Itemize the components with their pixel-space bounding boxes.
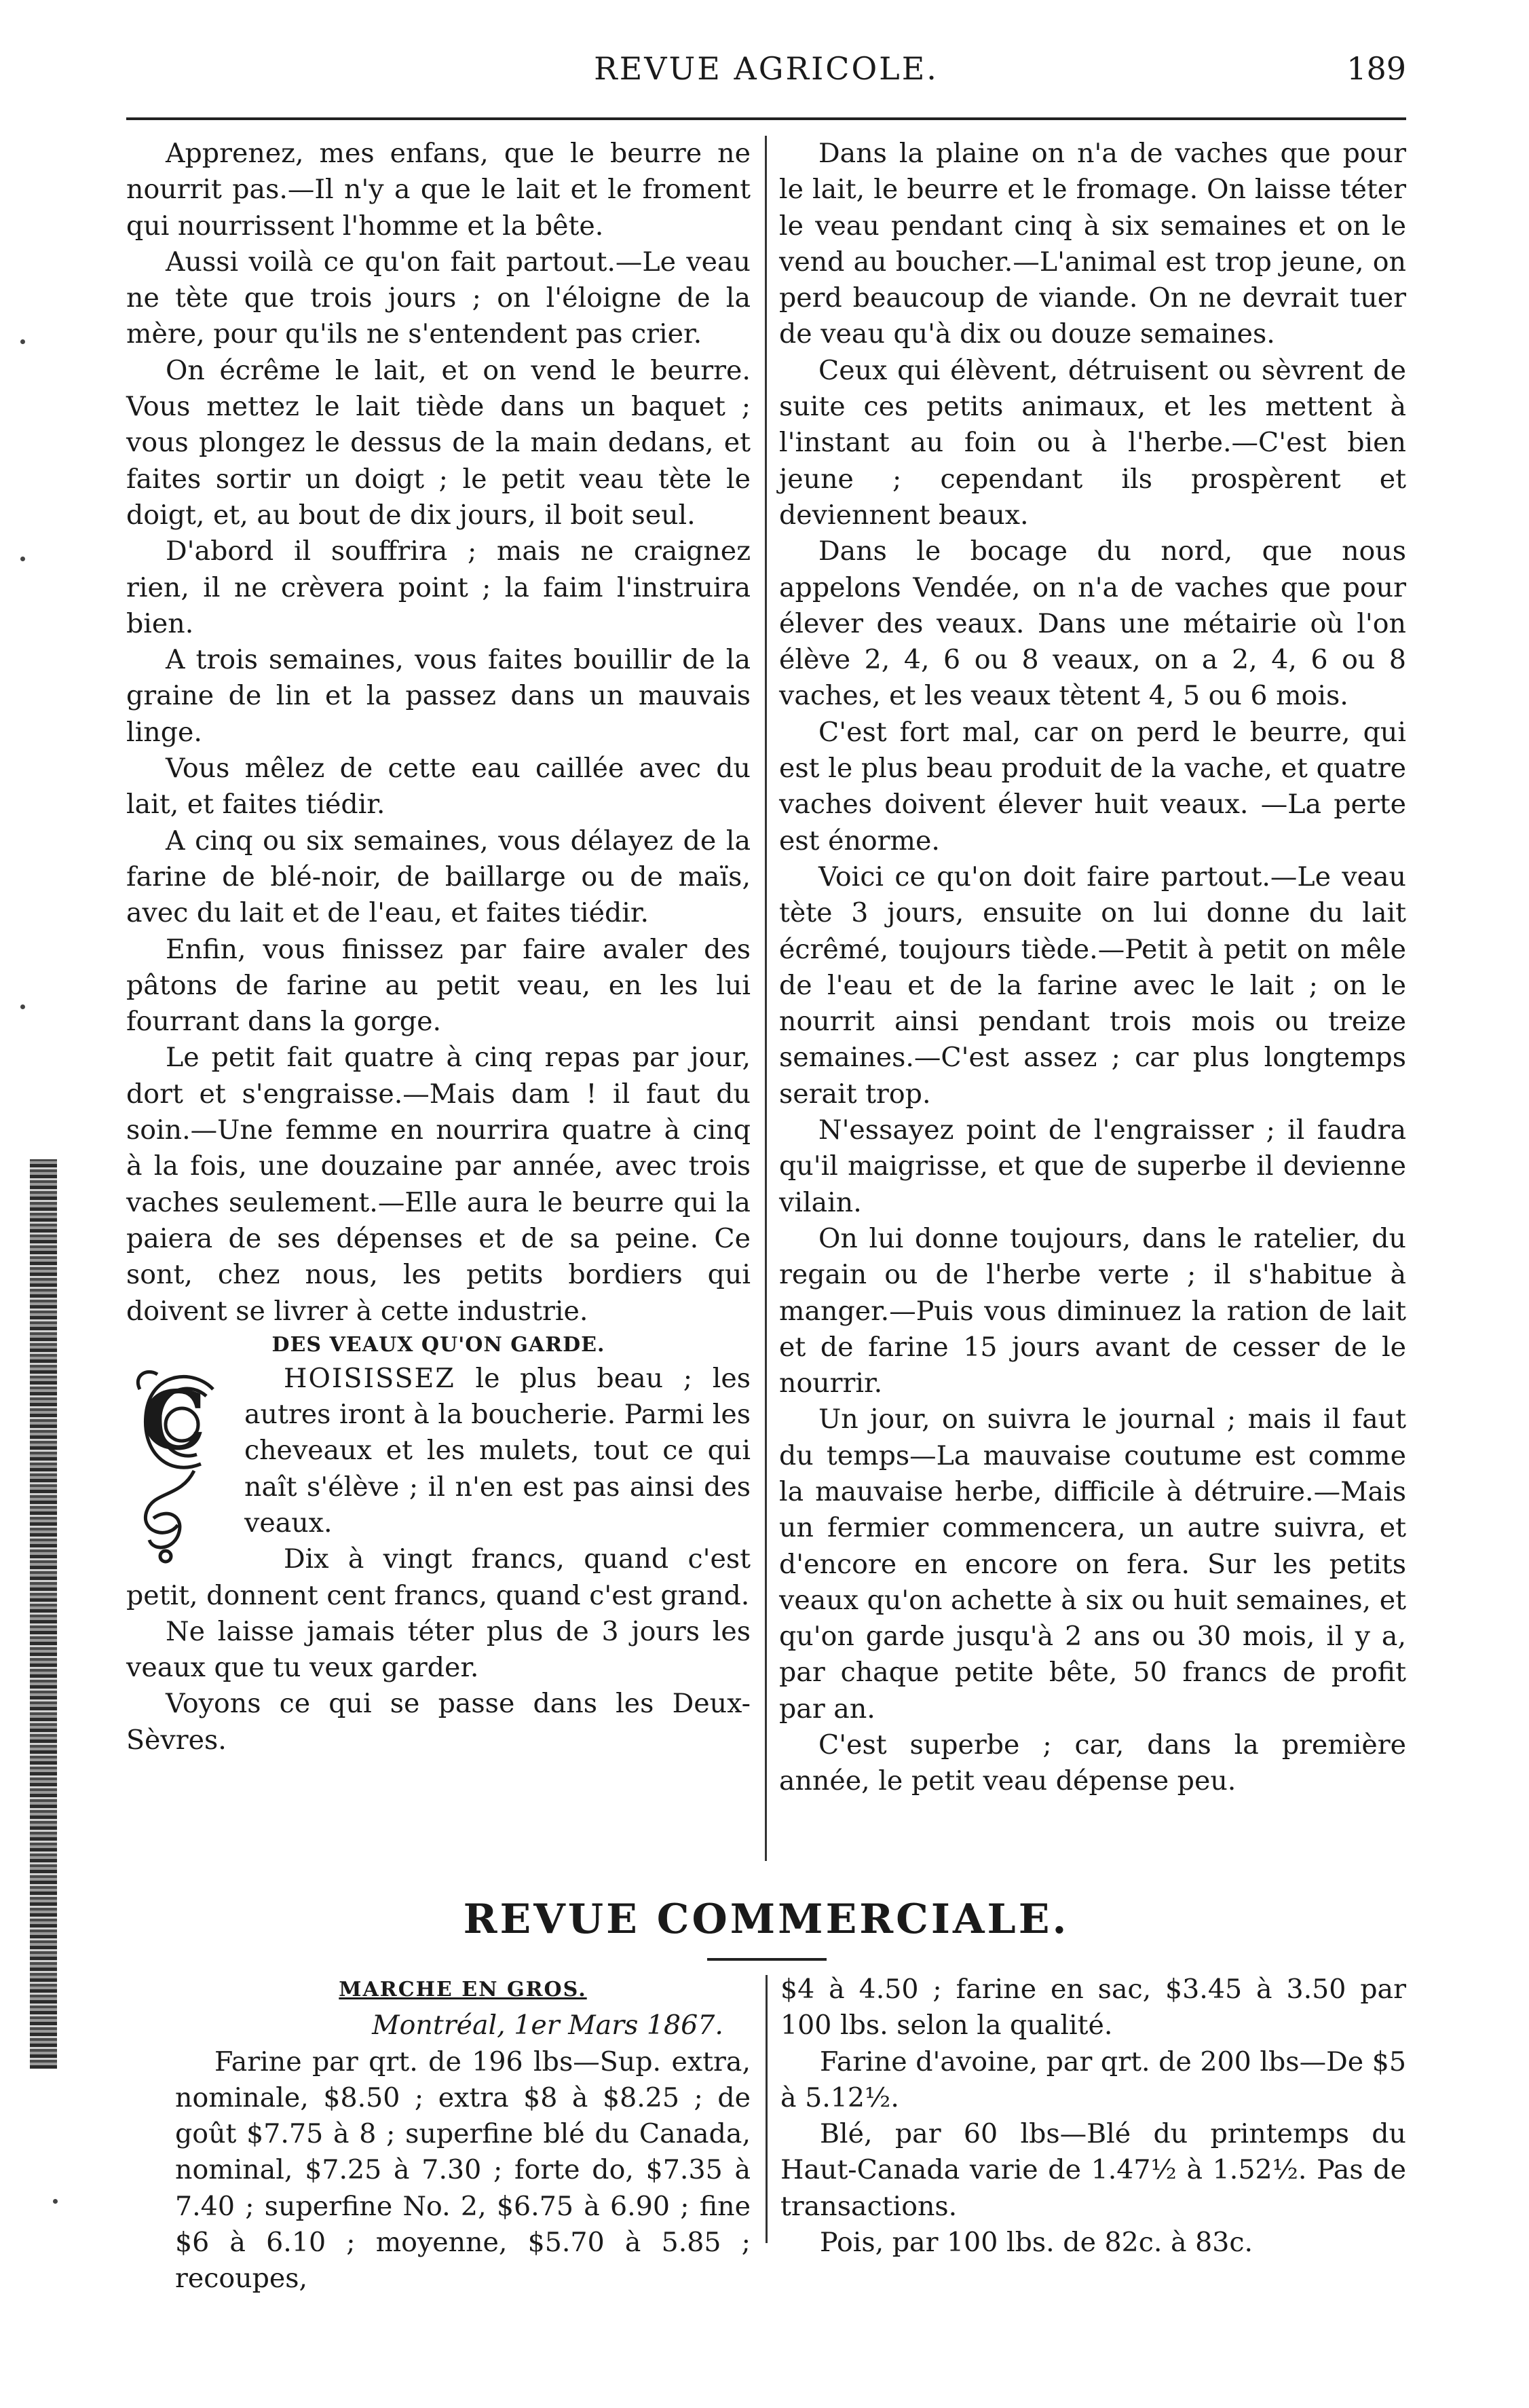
paragraph: Dans la plaine on n'a de vaches que pour le lait, le beurre et le fromage. On laisse téter le veau pendant cinq à six semaines et on le vend au boucher.—L'animal est trop jeune, on perd beaucoup de viande. On ne devrait tuer de veau qu'à dix ou douze semaines. [779,138,1406,350]
paragraph: On lui donne toujours, dans le ratelier, du regain ou de l'herbe verte ; il s'habitue à manger.—Puis vous diminuez la ration de lait et de farine 15 jours avant de cesser de le nourrir. [779,1222,1406,1399]
paragraph: A cinq ou six semaines, vous délayez de la farine de blé-noir, de baillarge ou de maïs, avec du lait et de l'eau, et faites tiédir. [126,825,751,929]
section-subhead: DES VEAUX QU'ON GARDE. [271,1332,605,1357]
paragraph: le plus beau ; les autres iront à la boucherie. Parmi les cheveaux et les mulets, tout ce qui naît s'élève ; il n'en est pas ainsi des veaux. [244,1362,751,1539]
commercial-left-column [175,1972,751,2297]
right-column [779,136,1406,1800]
column-rule [766,1975,768,2243]
paragraph: Blé, par 60 lbs—Blé du printemps du Haut-Canada varie de 1.47½ à 1.52½. Pas de transactions. [780,2118,1406,2222]
paragraph: C'est fort mal, car on perd le beurre, qui est le plus beau produit de la vache, et quatre vaches doivent élever huit veaux. —La perte est énorme. [779,716,1406,857]
ornamental-initial-icon [126,1362,235,1566]
paragraph: Farine d'avoine, par qrt. de 200 lbs—De $5 à 5.12½. [780,2046,1406,2113]
margin-mark [20,339,25,344]
paragraph: Enfin, vous finissez par faire avaler des pâtons de farine au petit veau, en les lui fourrant dans la gorge. [126,933,751,1038]
paragraph: Ceux qui élèvent, détruisent ou sèvrent de suite ces petits animaux, et les mettent à l'instant au foin ou à l'herbe.—C'est bien jeune ; cependant ils prospèrent et deviennent beaux. [779,354,1406,531]
ornamental-initial-letter: C [141,1372,206,1469]
margin-mark [53,2199,58,2204]
paragraph: Pois, par 100 lbs. de 82c. à 83c. [820,2227,1253,2259]
section-title: REVUE COMMERCIALE. [463,1896,1070,1943]
paragraph: Un jour, on suivra le journal ; mais il faut du temps—La mauvaise coutume est comme la mauvaise herbe, difficile à détruire.—Mais un fermier commencera, un autre suivra, et d'encore en encore on fera. Sur les petits veaux qu'on achette à six ou huit semaines, et qu'on garde jusqu'à 2 ans ou 30 mois, il y a, par chaque petite bête, 50 francs de profit par an. [779,1404,1406,1725]
paragraph: Dans le bocage du nord, que nous appelons Vendée, on n'a de vaches que pour élever des veaux. Dans une métairie où l'on élève 2, 4, 6 ou 8 veaux, on a 2, 4, 6 ou 8 vaches, et les veaux tètent 4, 5 ou 6 mois. [779,535,1406,712]
section-title-rule [707,1958,827,1961]
paragraph: Apprenez, mes enfans, que le beurre ne nourrit pas.—Il n'y a que le lait et le froment qui nourrissent l'homme et la bête. [126,138,751,242]
paragraph: Dix à vingt francs, quand c'est petit, donnent cent francs, quand c'est grand. [126,1543,751,1611]
left-column [126,136,751,1758]
column-rule [765,136,767,1861]
paragraph: D'abord il souffrira ; mais ne craignez rien, il ne crèvera point ; la faim l'instruira bien. [126,535,751,639]
paragraph: Vous mêlez de cette eau caillée avec du lait, et faites tiédir. [126,753,751,821]
commercial-right-column [780,1972,1406,2261]
ornamental-initial [126,1362,235,1566]
market-heading: MARCHE EN GROS. [339,1978,587,2001]
paragraph: Voici ce qu'on doit faire partout.—Le veau tète 3 jours, ensuite on lui donne du lait écrêmé, toujours tiède.—Petit à petit on mêle de l'eau et de la farine avec le lait ; on le nourrit ainsi pendant trois mois ou treize semaines.—C'est assez ; car plus longtemps serait trop. [779,861,1406,1110]
page-number: 189 [1346,50,1406,87]
header-rule [126,117,1406,120]
dropcap-lead-word: HOISISSEZ [284,1362,455,1394]
paragraph: $4 à 4.50 ; farine en sac, $3.45 à 3.50 par 100 lbs. selon la qualité. [780,1974,1406,2042]
paragraph: A trois semaines, vous faites bouillir de la graine de lin et la passez dans un mauvais linge. [126,644,751,748]
paragraph: Voyons ce qui se passe dans les Deux-Sèvres. [126,1688,751,1756]
dropcap-paragraph [126,1361,751,1614]
running-head [126,50,1406,98]
paragraph: Le petit fait quatre à cinq repas par jour, dort et s'engraisse.—Mais dam ! il faut du soin.—Une femme en nourrira quatre à cinq à la fois, une douzaine par année, avec trois vaches seulement.—Elle aura le beurre qui la paiera de ses dépenses et de sa peine. Ce sont, chez nous, les petits bordiers qui doivent se livrer à cette industrie. [126,1042,751,1327]
paragraph: N'essayez point de l'engraisser ; il faudra qu'il maigrisse, et que de superbe il devienne vilain. [779,1114,1406,1218]
margin-mark [20,557,25,561]
dateline: Montréal, 1er Mars 1867. [372,2010,723,2042]
paragraph: Farine par qrt. de 196 lbs—Sup. extra, nominale, $8.50 ; extra $8 à $8.25 ; de goût $7.75 à 8 ; superfine blé du Canada, nominal, $7.25 à 7.30 ; forte do, $7.35 à 7.40 ; superfine No. 2, $6.75 à 6.90 ; fine $6 à 6.10 ; moyenne, $5.70 à 5.85 ; recoupes, [175,2046,751,2295]
paragraph: C'est superbe ; car, dans la première année, le petit veau dépense peu. [779,1729,1406,1797]
paragraph: On écrême le lait, et on vend le beurre. Vous mettez le lait tiède dans un baquet ; vous plongez le dessus de la main dedans, et faites sortir un doigt ; le petit veau tète le doigt, et, au bout de dix jours, il boit seul. [126,354,751,531]
margin-mark [20,1004,25,1009]
margin-scan-strip [30,1159,57,2069]
paragraph: Aussi voilà ce qu'on fait partout.—Le veau ne tète que trois jours ; on l'éloigne de la mère, pour qu'ils ne s'entendent pas crier. [126,246,751,350]
running-title: REVUE AGRICOLE. [594,50,939,87]
paragraph: Ne laisse jamais téter plus de 3 jours les veaux que tu veux garder. [126,1615,751,1684]
